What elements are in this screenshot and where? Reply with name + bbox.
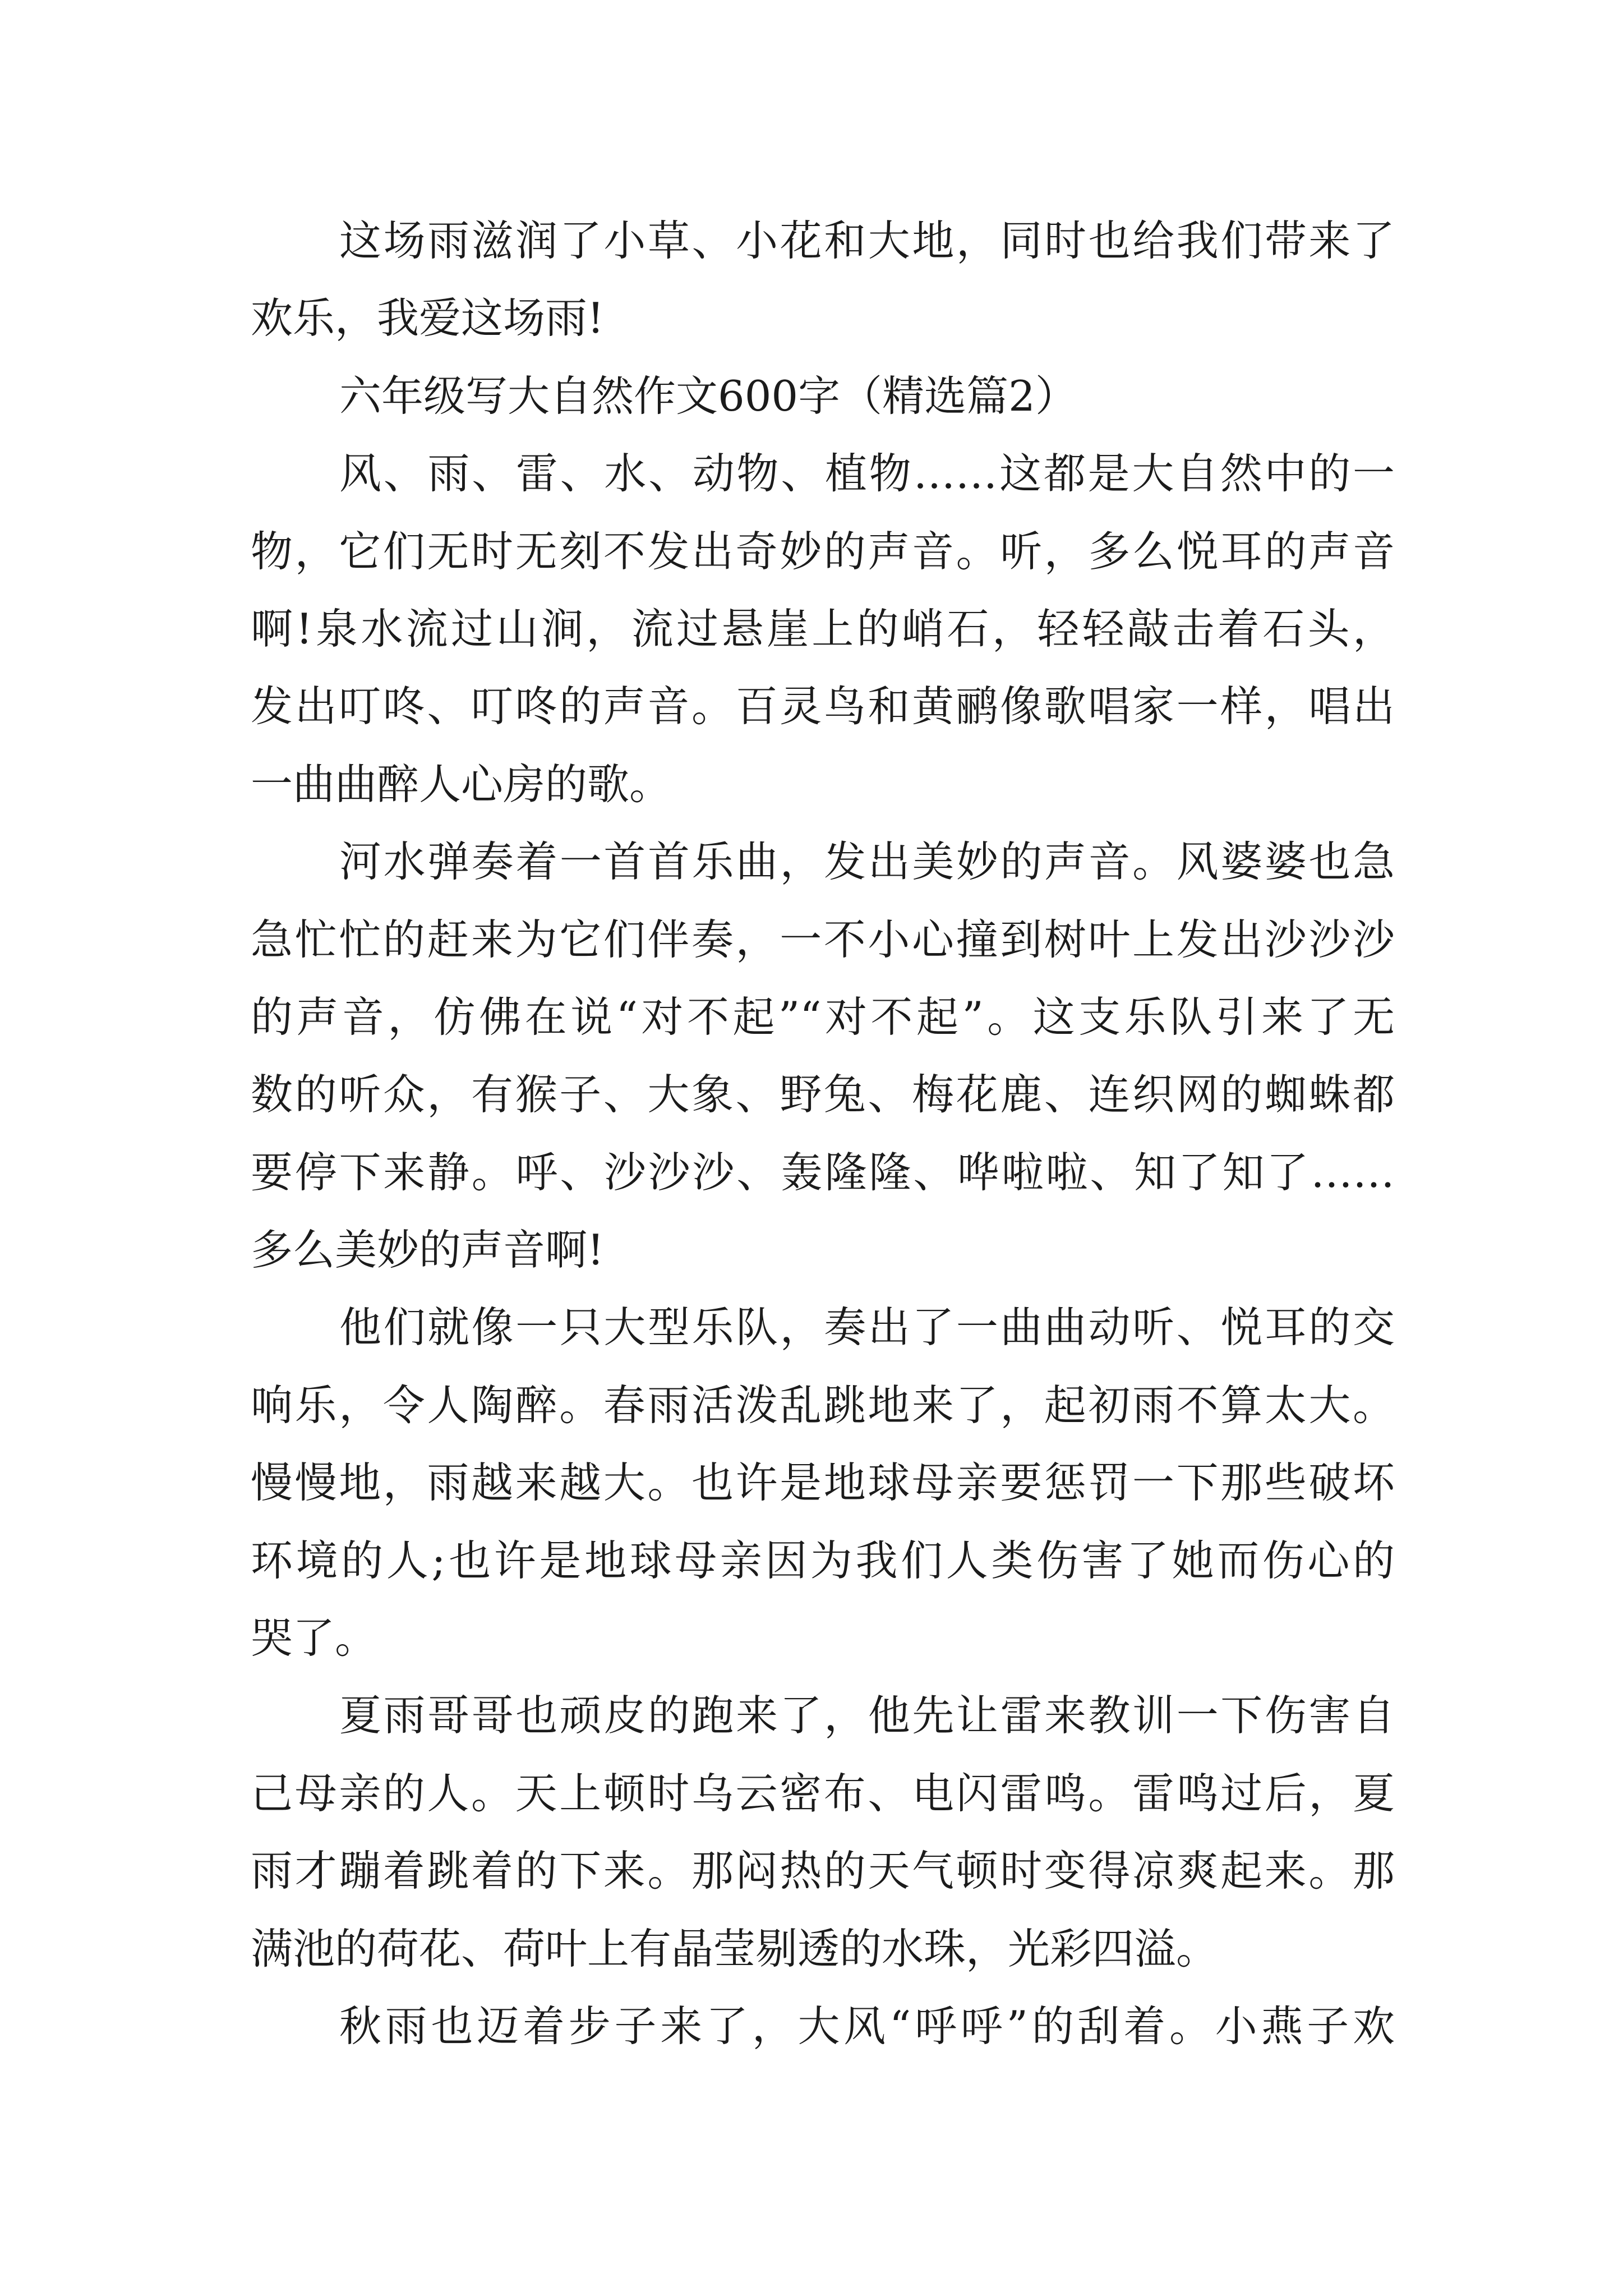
text-line: 风、雨、雷、水、动物、植物……这都是大自然中的一 — [339, 449, 1395, 499]
heading-line: 六年级写大自然作文600字（精选篇2） — [339, 371, 1077, 421]
text-line: 这场雨滋润了小草、小花和大地，同时也给我们带来了 — [339, 216, 1395, 265]
text-line: 河水弹奏着一首首乐曲，发出美妙的声音。风婆婆也急 — [339, 837, 1395, 887]
paragraph — [251, 1289, 1395, 1677]
text-line: 满池的荷花、荷叶上有晶莹剔透的水珠，光彩四溢。 — [251, 1924, 1219, 1973]
text-line: 秋雨也迈着步子来了，大风“呼呼”的刮着。小燕子欢 — [339, 2001, 1395, 2051]
body-text — [251, 202, 1395, 2065]
text-line: 要停下来静。呼、沙沙沙、轰隆隆、哗啦啦、知了知了…… — [251, 1147, 1395, 1197]
text-line: 发出叮咚、叮咚的声音。百灵鸟和黄鹂像歌唱家一样，唱出 — [251, 682, 1395, 731]
text-line: 哭了。 — [251, 1613, 377, 1663]
text-line: 物，它们无时无刻不发出奇妙的声音。听，多么悦耳的声音 — [251, 526, 1395, 576]
text-line: 急忙忙的赶来为它们伴奏，一不小心撞到树叶上发出沙沙沙 — [251, 914, 1395, 964]
text-line: 慢慢地，雨越来越大。也许是地球母亲要惩罚一下那些破坏 — [251, 1458, 1395, 1508]
text-line: 一曲曲醉人心房的歌。 — [251, 759, 672, 809]
paragraph — [251, 435, 1395, 823]
text-line: 夏雨哥哥也顽皮的跑来了，他先让雷来教训一下伤害自 — [339, 1691, 1395, 1741]
section-heading — [251, 357, 1395, 435]
paragraph — [251, 1677, 1395, 1987]
text-line: 啊!泉水流过山涧，流过悬崖上的峭石，轻轻敲击着石头， — [251, 604, 1395, 654]
paragraph — [251, 823, 1395, 1289]
text-line: 他们就像一只大型乐队，奏出了一曲曲动听、悦耳的交 — [339, 1303, 1395, 1352]
text-line: 己母亲的人。天上顿时乌云密布、电闪雷鸣。雷鸣过后，夏 — [251, 1768, 1395, 1818]
text-line: 响乐，令人陶醉。春雨活泼乱跳地来了，起初雨不算太大。 — [251, 1380, 1395, 1430]
text-line: 多么美妙的声音啊! — [251, 1225, 605, 1275]
text-line: 的声音，仿佛在说“对不起”“对不起”。这支乐队引来了无 — [251, 992, 1395, 1042]
text-line: 雨才蹦着跳着的下来。那闷热的天气顿时变得凉爽起来。那 — [251, 1846, 1395, 1896]
paragraph — [251, 202, 1395, 357]
paragraph — [251, 1987, 1395, 2065]
text-line: 欢乐，我爱这场雨! — [251, 293, 605, 343]
text-line: 环境的人;也许是地球母亲因为我们人类伤害了她而伤心的 — [251, 1535, 1395, 1585]
text-line: 数的听众，有猴子、大象、野兔、梅花鹿、连织网的蜘蛛都 — [251, 1070, 1395, 1120]
